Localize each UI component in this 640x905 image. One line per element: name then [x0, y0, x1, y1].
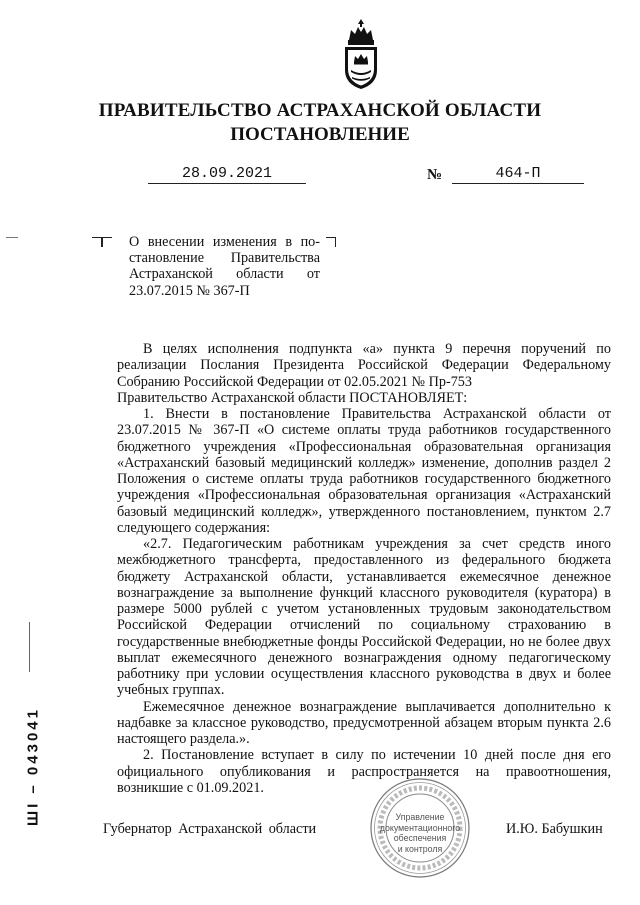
document-body	[117, 341, 611, 796]
subject-bracket-left-outer	[92, 237, 102, 247]
government-title: ПРАВИТЕЛЬСТВО АСТРАХАНСКОЙ ОБЛАСТИ	[98, 100, 542, 121]
stamp-line: Управление	[395, 812, 445, 822]
stamp-line: документационного	[379, 822, 461, 833]
subject-line: О внесении изменения в по-	[129, 234, 320, 250]
body-paragraph-resolves: Правительство Астраханской области ПОСТАНОВЛЯЕТ:	[117, 389, 468, 406]
body-paragraph-clause-2-7-cont: Ежемесячное денежное вознаграждение выплачивается дополнительно к надбавке за классное руководство, предусмотренной абзацем вторым пункта 2.6 настоящего раздела.».	[117, 698, 611, 747]
document-type-title: ПОСТАНОВЛЕНИЕ	[230, 124, 410, 145]
coat-of-arms-emblem	[337, 18, 385, 90]
document-number: 464-П	[452, 165, 584, 184]
body-paragraph-item-1: 1. Внести в постановление Правительства Астраханской области от 23.07.2015 № 367-П «О системе оплаты труда работников государственного бюджетного учреждения «Профессиональная образовательная организация «Астраханский базовый медицинский колледж» изменение, дополнив раздел 2 Положения о системе оплаты труда работников государственного бюджетного учреждения «Профессиональная образовательная организация «Астраханский базовый медицинский колледж», утвержденного постановлением, пунктом 2.7 следующего содержания:	[117, 406, 611, 536]
subject-bracket-right	[326, 237, 336, 247]
subject-line: становление Правительства	[129, 250, 320, 267]
document-subject	[129, 234, 320, 299]
subject-line: Астраханской области от	[129, 266, 320, 283]
body-paragraph-clause-2-7: «2.7. Педагогическим работникам учреждения за счет средств иного межбюджетного трансферта, предоставленного из федерального бюджета бюджету Астраханской области, устанавливается ежемесячное денежное вознаграждение за выполнение функций классного руководителя (куратора) в размере 5000 рублей с учетом установленных трудовым законодательством Российской Федерации отчислений по социальному страхованию в государственные внебюджетные фонды Российской Федерации, но не более двух выплат ежемесячного денежного вознаграждения одному педагогическому работнику при условии осуществления классного руководства в двух и более учебных группах.	[117, 536, 611, 699]
margin-mark	[6, 237, 18, 238]
body-paragraph-preamble: В целях исполнения подпункта «а» пункта 9 перечня поручений по реализации Послания Президента Российской Федерации Федеральному Собранию Российской Федерации от 02.05.2021 № Пр-753	[117, 341, 611, 390]
signatory-name: И.Ю. Бабушкин	[506, 821, 603, 837]
subject-bracket-left-inner	[102, 237, 112, 247]
number-sign: №	[427, 167, 443, 183]
margin-line	[29, 622, 30, 672]
blank-serial-number: ШI – 043041	[24, 707, 42, 826]
stamp-text	[378, 812, 462, 854]
document-date: 28.09.2021	[148, 165, 306, 184]
stamp-line: и контроля	[397, 843, 443, 854]
signatory-position: Губернатор Астраханской области	[103, 821, 317, 837]
subject-line: 23.07.2015 № 367-П	[129, 282, 250, 299]
stamp-line: обеспечения	[393, 833, 447, 843]
body-paragraph-item-2: 2. Постановление вступает в силу по истечении 10 дней после дня его официального опубликования и распространяется на правоотношения, возникшие с 01.09.2021.	[117, 747, 611, 796]
